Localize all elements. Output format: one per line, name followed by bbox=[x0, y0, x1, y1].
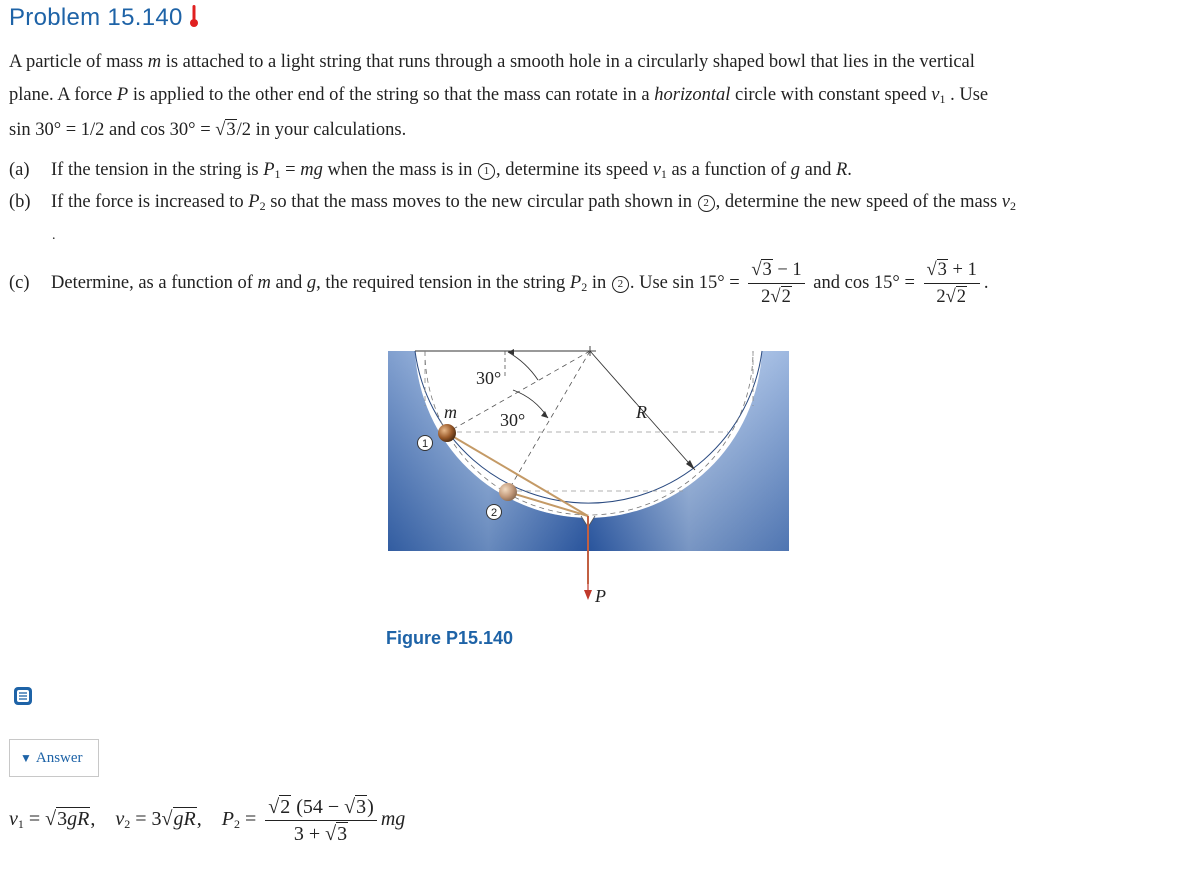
part-b: (b) If the force is increased to $P_2$ so that the mass moves to the new circular path shown in 2 , determine the new speed of the mass $v_2$ bbox=[9, 192, 1017, 213]
part-c: (c) Determine, as a function of m and g, the required tension in the string $P_2$ in 2 . Use sin 15° = $\frac{√3 - 1}{2√2}$ and cos 15° = $\frac{√3 + 1}{2√2}$ . bbox=[9, 260, 989, 307]
problem-title-text: Problem 15.140 bbox=[9, 4, 183, 31]
problem-statement-line2: plane. A force P is applied to the other end of the string so that the mass can rotate in a horizontal circle with constant speed $v_1$ . Use bbox=[9, 85, 989, 106]
angle-label-mid: 30° bbox=[500, 410, 526, 430]
force-arrow-icon bbox=[584, 590, 592, 600]
answer-toggle-button[interactable] bbox=[9, 739, 99, 777]
triangle-down-icon: ▼ bbox=[20, 751, 32, 765]
force-label: P bbox=[595, 586, 606, 606]
answer-expression: $v_1 = √3gR$, $v_2 = 3√gR$, $P_2$ = $\frac{√2 (54 - √3)}{3 + √3}$ mg bbox=[9, 796, 406, 845]
bowl-figure bbox=[388, 346, 790, 616]
figure-caption: Figure P15.140 bbox=[386, 628, 514, 648]
mass-position-2 bbox=[499, 483, 517, 501]
problem-statement-line1: A particle of mass m is attached to a light string that runs through a smooth hole in a circularly shaped bowl that lies in the vertical bbox=[9, 52, 975, 72]
part-b-period: . bbox=[52, 228, 56, 243]
problem-statement-line3: sin 30° = 1/2 and cos 30° = √3/2 in your calculations. bbox=[9, 120, 407, 140]
position-1-label: 1 bbox=[421, 438, 429, 450]
notes-icon[interactable] bbox=[12, 685, 34, 707]
thermometer-icon bbox=[189, 4, 199, 28]
answer-toggle-label: Answer bbox=[35, 750, 83, 766]
problem-title bbox=[9, 4, 199, 32]
position-2-label: 2 bbox=[490, 507, 498, 519]
part-a: (a) If the tension in the string is $P_1$ = mg when the mass is in 1 , determine its speed $v_1$ as a function of g and R. bbox=[9, 160, 852, 181]
mass-position-1 bbox=[438, 424, 456, 442]
radius-label: R bbox=[636, 402, 647, 422]
mass-label: m bbox=[444, 402, 457, 422]
angle-label-top: 30° bbox=[476, 368, 502, 388]
